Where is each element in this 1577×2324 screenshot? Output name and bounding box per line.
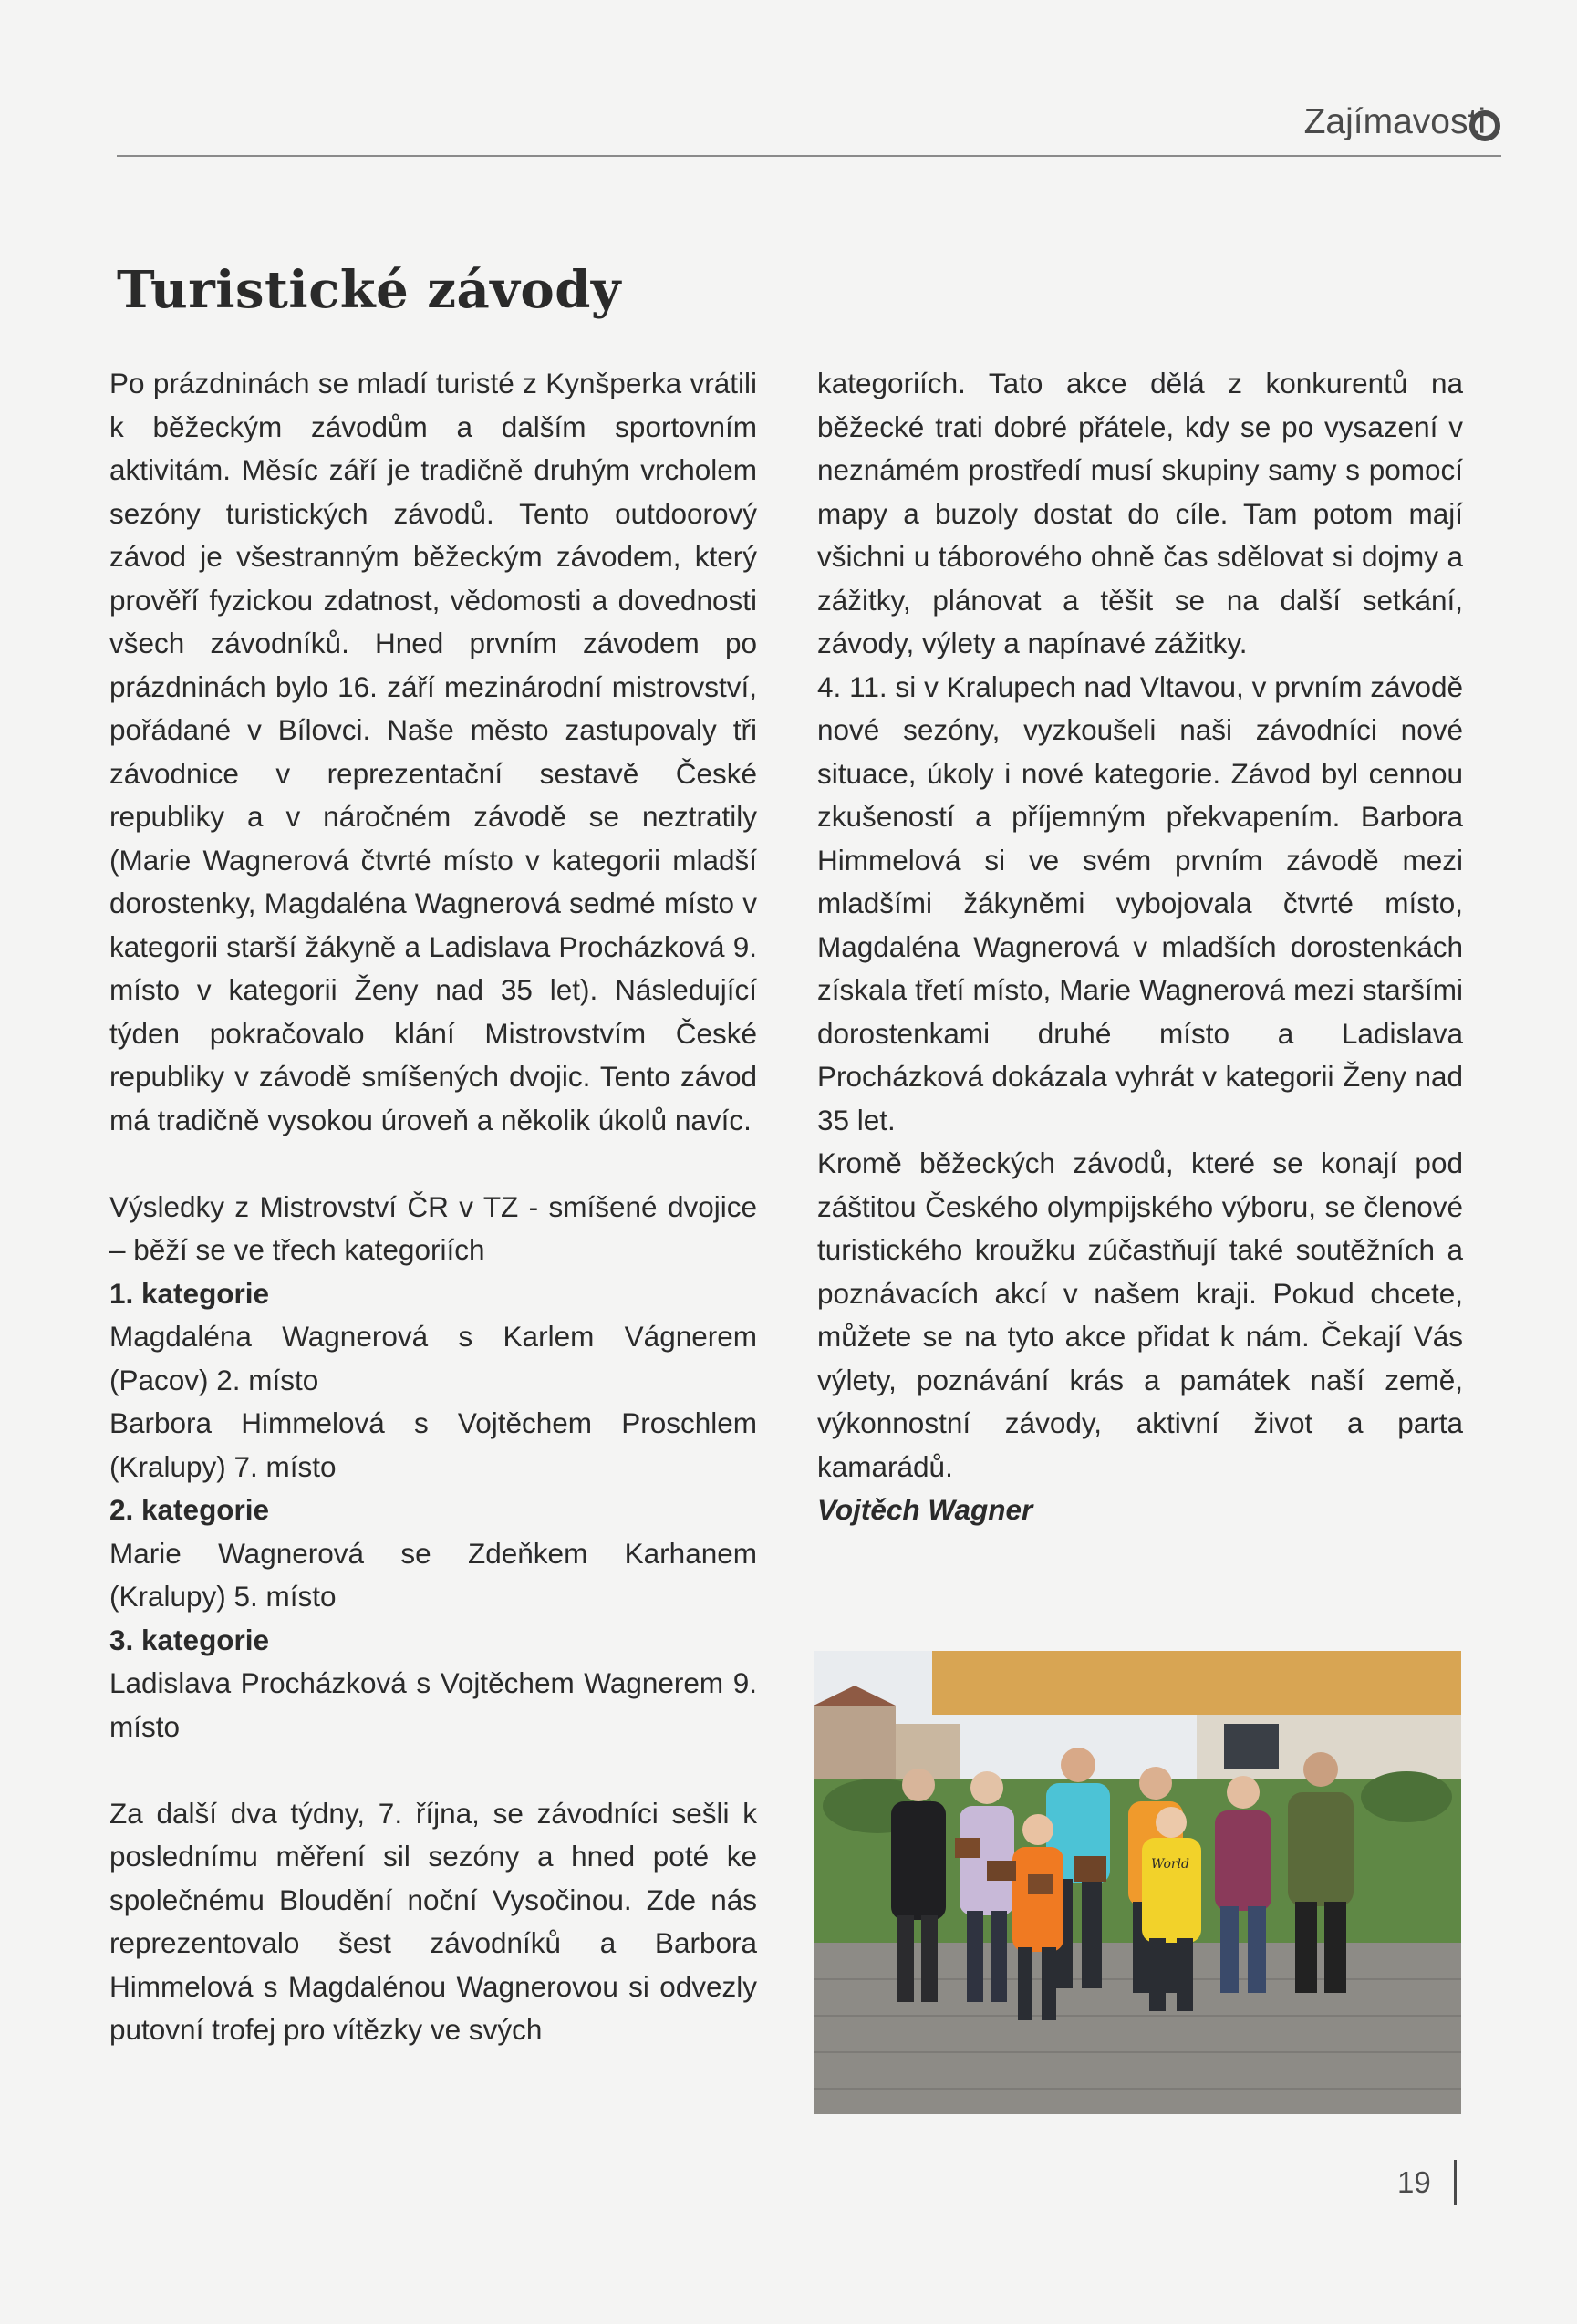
result-line: Magdaléna Wagnerová s Karlem Vágnerem (Pacov) 2. místo xyxy=(109,1320,757,1396)
article-title: Turistické závody xyxy=(117,260,621,320)
team-photo xyxy=(814,1651,1461,2114)
article-author: Vojtěch Wagner xyxy=(817,1493,1033,1526)
category-heading: 2. kategorie xyxy=(109,1493,270,1526)
page-number: 19 xyxy=(1397,2165,1431,2199)
shirt-print: World xyxy=(1151,1857,1189,1872)
category-heading: 1. kategorie xyxy=(109,1276,270,1310)
results-intro: Výsledky z Mistrovství ČR v TZ - smíšené dvojice – běží se ve třech kategoriích xyxy=(109,1189,757,1266)
article-column-left xyxy=(109,362,757,2052)
result-line: Barbora Himmelová s Vojtěchem Proschlem (Kralupy) 7. místo xyxy=(109,1406,757,1483)
article-column-right xyxy=(817,362,1463,1532)
section-title: Zajímavosti xyxy=(1303,102,1486,141)
category-heading: 3. kategorie xyxy=(109,1623,270,1656)
article-paragraph: Po prázdninách se mladí turisté z Kynšperka vrátili k běžeckým závodům a dalším sportovním aktivitám. Měsíc září je tradičně druhým vrcholem sezóny turistických závodů. Tento outdoorový závod je všestranným běžeckým závodem, který prověří fyzickou zdatnost, vědomosti a dovednosti všech závodníků. Hned prvním závodem po prázdninách bylo 16. září mezinárodní mistrovství, pořádané v Bílovci. Naše město zastupovaly tři závodnice v reprezentační sestavě České republiky a v náročném závodě se neztratily (Marie Wagnerová čtvrté místo v kategorii mladší dorostenky, Magdaléna Wagnerová sedmé místo v kategorii starší žákyně a Ladislava Procházková 9. místo v kategorii Ženy nad 35 let). Následující týden pokračovalo klání Mistrovstvím České republiky v závodě smíšených dvojic. Tento závod má tradičně vysokou úroveň a několik úkolů navíc. xyxy=(109,367,757,1136)
page-number-bar xyxy=(1454,2160,1457,2205)
result-line: Ladislava Procházková s Vojtěchem Wagnerem 9. místo xyxy=(109,1666,757,1743)
header-divider xyxy=(117,155,1501,157)
article-paragraph: Za další dva týdny, 7. října, se závodníci sešli k poslednímu měření sil sezóny a hned poté ke společnému Bloudění noční Vysočinou. Zde nás reprezentovalo šest závodníků a Barbora Himmelová s Magdalénou Wagnerovou si odvezly putovní trofej pro vítězky ve svých xyxy=(109,1796,757,2046)
article-paragraph: kategoriích. Tato akce dělá z konkurentů na běžecké trati dobré přátele, kdy se po vysazení v neznámém prostředí musí skupiny samy s pomocí mapy a buzoly dostat do cíle. Tam potom mají všichni u táborového ohně čas sdělovat si dojmy a zážitky, plánovat a těšit se na další setkání, závody, výlety a napínavé zážitky. xyxy=(817,367,1463,659)
article-paragraph: 4. 11. si v Kralupech nad Vltavou, v prvním závodě nové sezóny, vyzkoušeli naši závodníci nové situace, úkoly i nové kategorie. Závod byl cennou zkušeností a příjemným překvapením. Barbora Himmelová si ve svém prvním závodě mezi mladšími žákyněmi vybojovala čtvrté místo, Magdaléna Wagnerová v mladších dorostenkách získala třetí místo, Marie Wagnerová mezi staršími dorostenkami druhé místo a Ladislava Procházková dokázala vyhrát v kategorii Ženy nad 35 let. xyxy=(817,669,1463,1136)
article-paragraph: Kromě běžeckých závodů, které se konají pod záštitou Českého olympijského výboru, se členové turistického kroužku zúčastňují také soutěžních a poznávacích akcí v našem kraji. Pokud chcete, můžete se na tyto akce přidat k nám. Čekají Vás výlety, poznávání krás a památek naší země, výkonnostní závody, aktivní život a parta kamarádů. xyxy=(817,1146,1463,1483)
result-line: Marie Wagnerová se Zdeňkem Karhanem (Kralupy) 5. místo xyxy=(109,1536,757,1613)
circle-icon xyxy=(1469,110,1500,141)
